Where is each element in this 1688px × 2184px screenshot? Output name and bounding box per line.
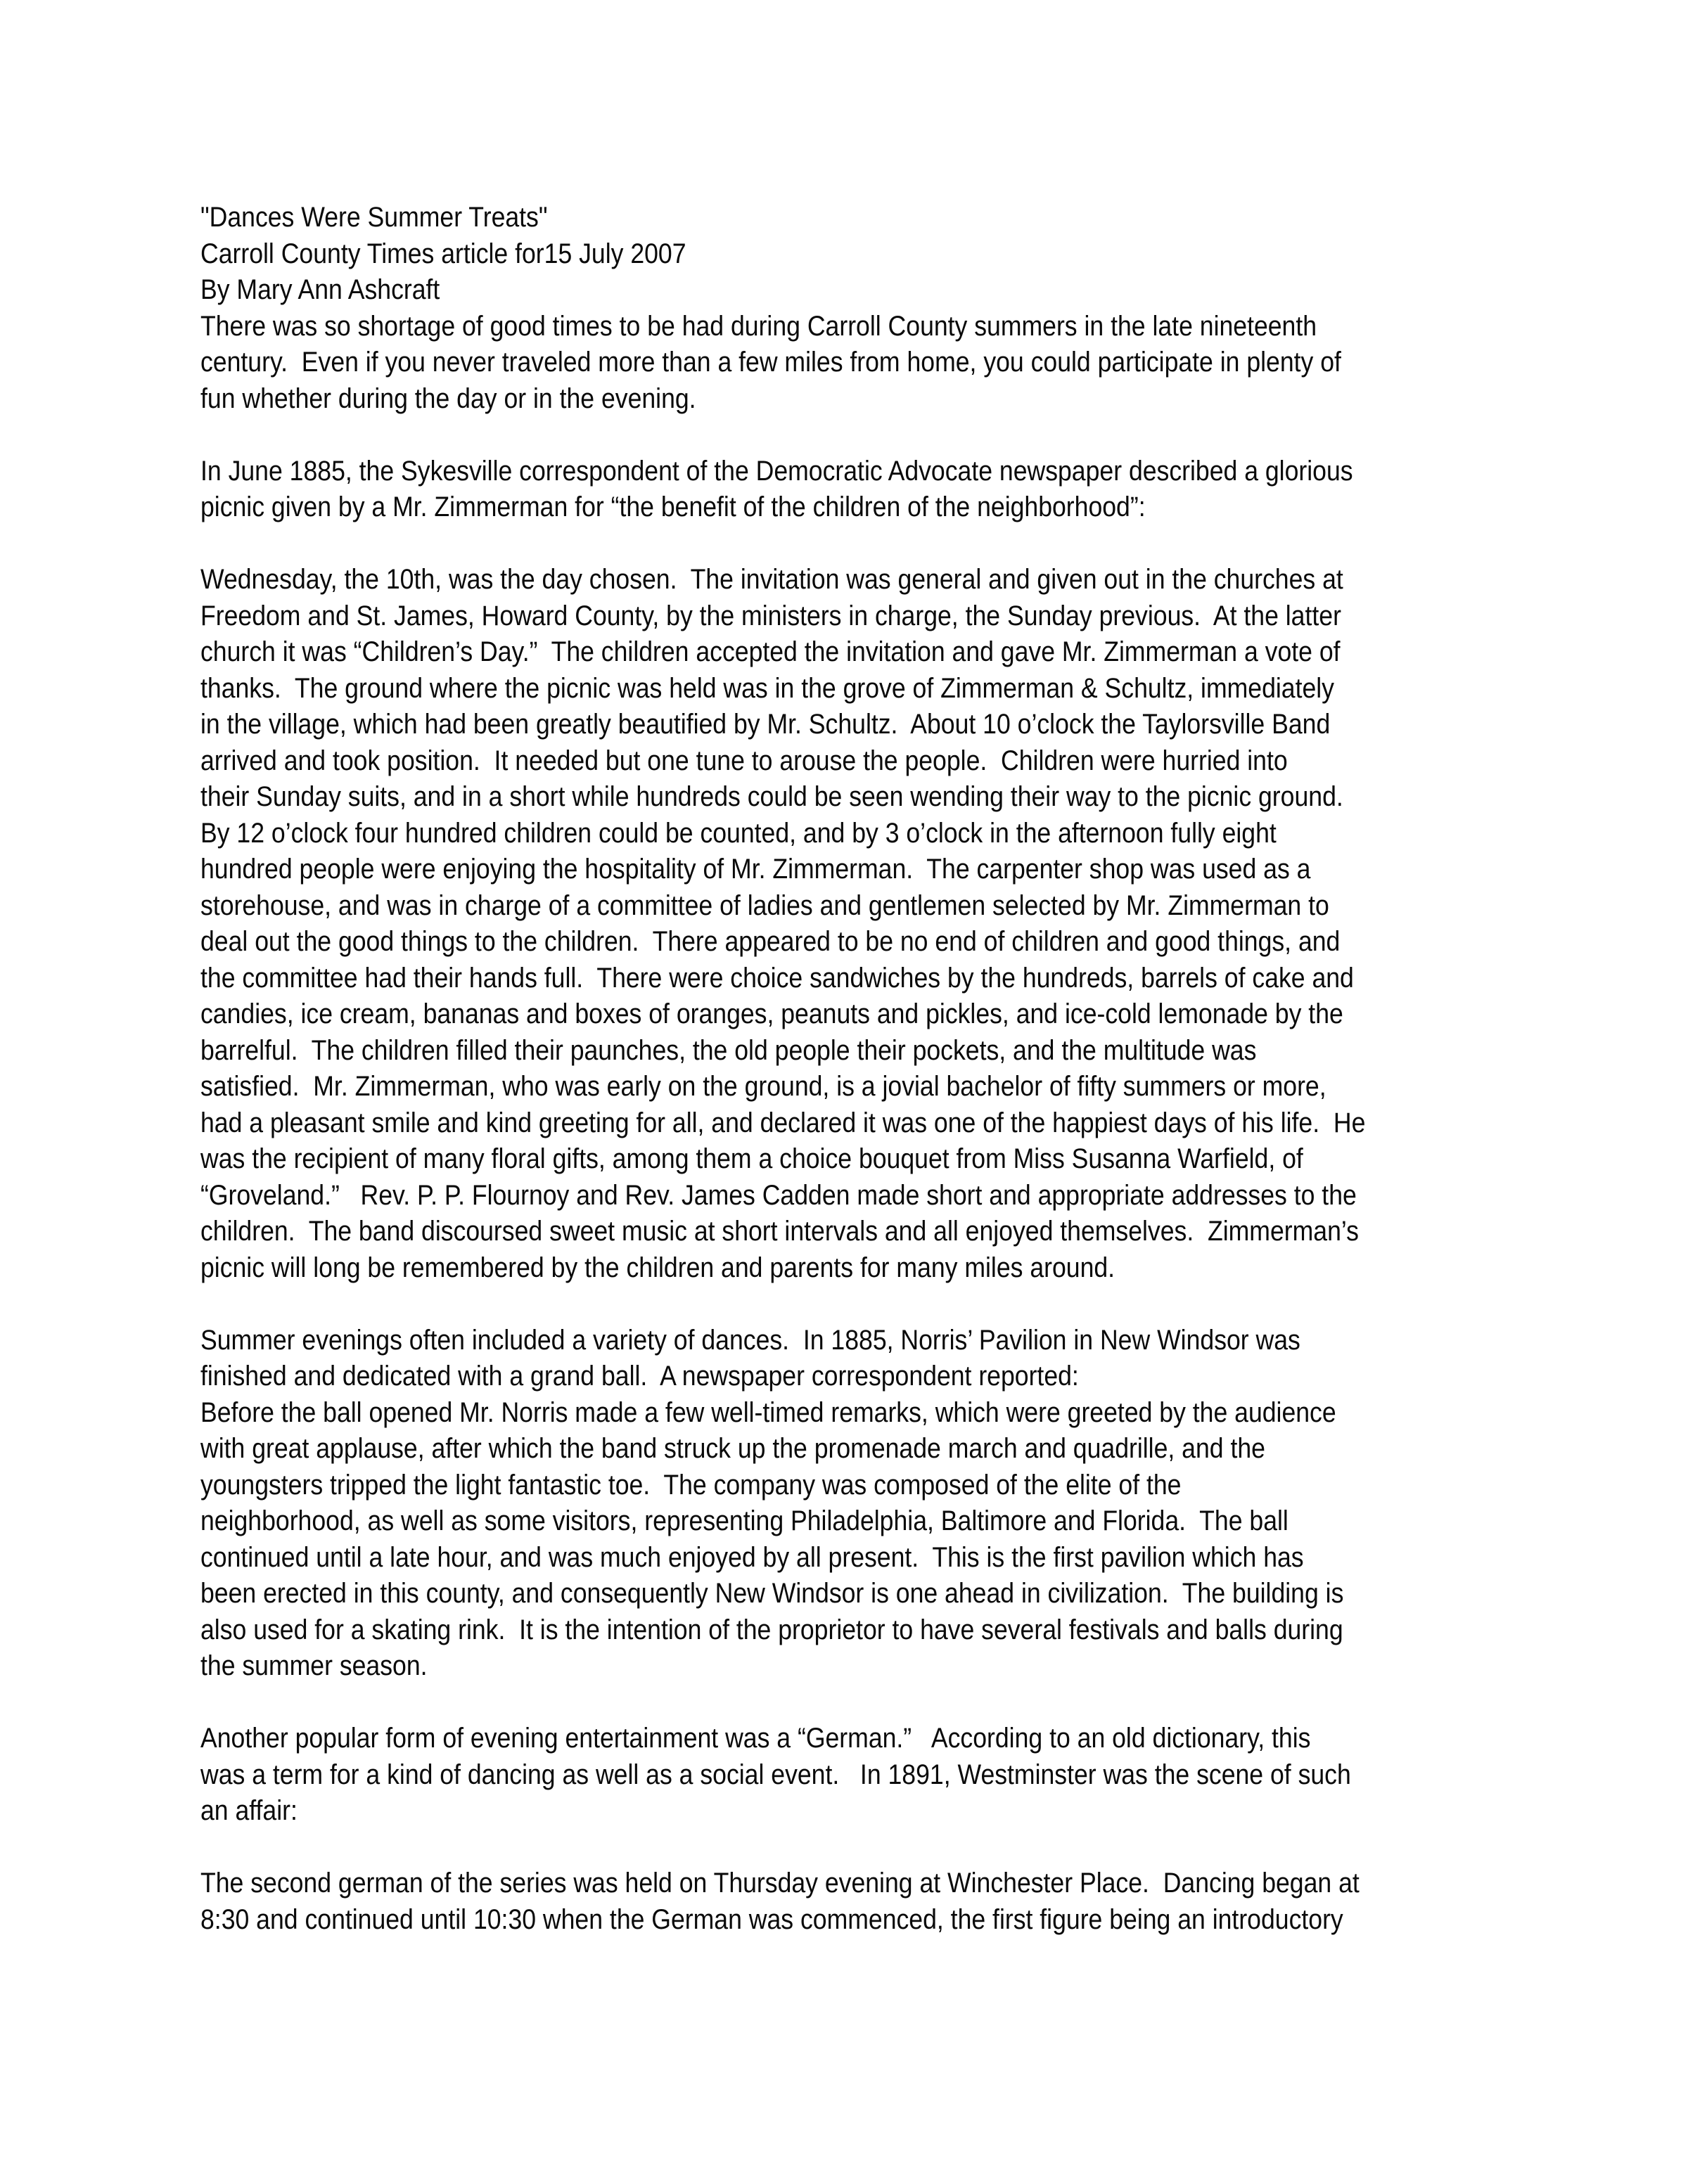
paragraph-break	[200, 417, 1515, 454]
text-line: the committee had their hands full. There were choice sandwiches by the hundreds, barrels of cake and	[200, 962, 1354, 994]
text-line: storehouse, and was in charge of a committee of ladies and gentlemen selected by Mr. Zimmerman to	[200, 889, 1329, 921]
text-line: Another popular form of evening entertainment was a “German.” According to an old dictionary, this	[200, 1723, 1311, 1754]
text-line: satisfied. Mr. Zimmerman, who was early on the ground, is a jovial bachelor of fifty summers or more,	[200, 1071, 1326, 1102]
paragraph-german-quote	[200, 1865, 1515, 1938]
paragraph-break	[200, 1286, 1515, 1323]
text-line: The second german of the series was held on Thursday evening at Winchester Place. Dancing began at	[200, 1868, 1360, 1899]
text-line: Before the ball opened Mr. Norris made a few well-timed remarks, which were greeted by the audience	[200, 1396, 1336, 1428]
text-line: hundred people were enjoying the hospitality of Mr. Zimmerman. The carpenter shop was used as a	[200, 854, 1311, 885]
paragraph-break	[200, 1830, 1515, 1866]
text-line: finished and dedicated with a grand ball. A newspaper correspondent reported:	[200, 1361, 1079, 1392]
text-line: Summer evenings often included a variety of dances. In 1885, Norris’ Pavilion in New Windsor was	[200, 1324, 1300, 1356]
text-line: neighborhood, as well as some visitors, representing Philadelphia, Baltimore and Florida. The ball	[200, 1505, 1289, 1536]
text-line: In June 1885, the Sykesville correspondent of the Democratic Advocate newspaper described a glorious	[200, 455, 1353, 487]
text-line: “Groveland.” Rev. P. P. Flournoy and Rev. James Cadden made short and appropriate addresses to the	[200, 1179, 1357, 1211]
publication-line: Carroll County Times article for15 July 2007	[200, 238, 686, 269]
text-line: picnic will long be remembered by the children and parents for many miles around.	[200, 1252, 1115, 1283]
text-line: with great applause, after which the band struck up the promenade march and quadrille, and the	[200, 1433, 1265, 1464]
text-line: thanks. The ground where the picnic was held was in the grove of Zimmerman & Schultz, immediately	[200, 672, 1334, 704]
text-line: youngsters tripped the light fantastic toe. The company was composed of the elite of the	[200, 1469, 1182, 1501]
text-line: There was so shortage of good times to be had during Carroll County summers in the late nineteenth	[200, 310, 1317, 342]
text-line: fun whether during the day or in the evening.	[200, 383, 696, 414]
byline: By Mary Ann Ashcraft	[200, 274, 440, 305]
text-line: 8:30 and continued until 10:30 when the German was commenced, the first figure being an introductory	[200, 1903, 1343, 1935]
text-line: an affair:	[200, 1795, 298, 1826]
text-line: arrived and took position. It needed but one tune to arouse the people. Children were hurried into	[200, 745, 1288, 776]
paragraph-dances-intro	[200, 1323, 1515, 1685]
paragraph-intro	[200, 309, 1515, 418]
text-line: in the village, which had been greatly beautified by Mr. Schultz. About 10 o’clock the Taylorsville Band	[200, 709, 1331, 740]
text-line: By 12 o’clock four hundred children could be counted, and by 3 o’clock in the afternoon fully eight	[200, 817, 1277, 849]
text-line: been erected in this county, and consequently New Windsor is one ahead in civilization. The building is	[200, 1578, 1344, 1609]
text-line: church it was “Children’s Day.” The children accepted the invitation and gave Mr. Zimmerman a vote of	[200, 636, 1341, 667]
text-line: century. Even if you never traveled more than a few miles from home, you could participate in plenty of	[200, 347, 1341, 378]
text-line: also used for a skating rink. It is the intention of the proprietor to have several festivals and balls during	[200, 1614, 1343, 1645]
text-line: was the recipient of many floral gifts, among them a choice bouquet from Miss Susanna Warfield, of	[200, 1143, 1303, 1174]
paragraph-break	[200, 526, 1515, 563]
paragraph-break	[200, 1685, 1515, 1721]
text-line: Freedom and St. James, Howard County, by the ministers in charge, the Sunday previous. At the latter	[200, 600, 1341, 631]
text-line: the summer season.	[200, 1650, 428, 1681]
text-line: children. The band discoursed sweet music at short intervals and all enjoyed themselves. Zimmerman’s	[200, 1216, 1359, 1247]
text-line: their Sunday suits, and in a short while hundreds could be seen wending their way to the picnic ground.	[200, 781, 1343, 812]
text-line: had a pleasant smile and kind greeting for all, and declared it was one of the happiest days of his life. He	[200, 1107, 1366, 1138]
text-line: continued until a late hour, and was much enjoyed by all present. This is the first pavilion which has	[200, 1541, 1304, 1573]
text-line: barrelful. The children filled their paunches, the old people their pockets, and the multitude was	[200, 1034, 1257, 1066]
text-line: was a term for a kind of dancing as well as a social event. In 1891, Westminster was the scene of such	[200, 1759, 1351, 1790]
text-line: deal out the good things to the children. There appeared to be no end of children and good things, and	[200, 926, 1341, 957]
text-line: picnic given by a Mr. Zimmerman for “the benefit of the children of the neighborhood”:	[200, 492, 1146, 522]
paragraph-german-intro	[200, 1721, 1515, 1830]
article-title: "Dances Were Summer Treats"	[200, 202, 548, 233]
article-body	[200, 200, 1515, 1938]
text-line: Wednesday, the 10th, was the day chosen. The invitation was general and given out in the churches at	[200, 564, 1343, 595]
text-line: candies, ice cream, bananas and boxes of oranges, peanuts and pickles, and ice-cold lemonade by the	[200, 998, 1343, 1029]
paragraph-picnic-quote	[200, 562, 1515, 1286]
paragraph-picnic-intro	[200, 454, 1515, 526]
